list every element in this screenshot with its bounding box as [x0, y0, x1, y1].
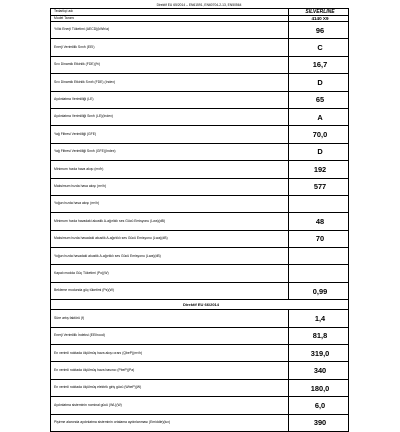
spec-label: Enerji Verimlilik Sınıfı (EEI) [51, 39, 289, 56]
spec-value: 96 [289, 22, 349, 39]
spec-label: Süre artış faktörü (f) [51, 310, 289, 327]
spec-label: Tedarikçi adı [51, 9, 289, 16]
energy-label-sheet [50, 3, 348, 432]
spec-label: Kapalı modda Güç Tüketimi (Po)(W) [51, 265, 289, 282]
spec-row [51, 22, 349, 39]
spec-value: 6,0 [289, 397, 349, 414]
spec-value: 70,0 [289, 126, 349, 143]
section-title: Direktif EU 66/2014 [51, 300, 349, 310]
spec-label: Bekleme modunda güç tüketimi (Ps)(W) [51, 282, 289, 299]
section-row [51, 300, 349, 310]
spec-label: Yağ Filtresi Verimliliği Sınıfı (GFE)(Index) [51, 143, 289, 160]
spec-label: Aydınlatma Verimliliği Sınıfı (LE)(Index) [51, 108, 289, 125]
spec-label: En verimli noktada ölçülmüş hava akışı oranı (QbeP)(m³/h) [51, 345, 289, 362]
spec-value: 319,0 [289, 345, 349, 362]
spec-value: 1,4 [289, 310, 349, 327]
spec-value: 577 [289, 178, 349, 195]
spec-value: C [289, 39, 349, 56]
spec-row [51, 56, 349, 73]
spec-row [51, 161, 349, 178]
spec-label: Minimum hızda hava akışı (m³/h) [51, 161, 289, 178]
spec-value: 16,7 [289, 56, 349, 73]
spec-label: Maksimum hızda havadaki akustik A-ağırlıklı ses Gücü Emisyonu (Lwa)(dB) [51, 230, 289, 247]
spec-label: Yağ Filtresi Verimliliği (GFE) [51, 126, 289, 143]
spec-row [51, 397, 349, 414]
spec-label: Yoğun hızda hava akışı (m³/h) [51, 195, 289, 212]
spec-label: Pişirme alanında aydınlatma sisteminin ortalama aydınlanması (Emiddle)(lux) [51, 414, 289, 431]
spec-row [51, 265, 349, 282]
spec-row [51, 414, 349, 431]
spec-label: En verimli noktada ölçülmüş elektrik giriş gücü (WbeP)(W) [51, 379, 289, 396]
spec-row [51, 91, 349, 108]
spec-value: D [289, 74, 349, 91]
spec-value: 0,99 [289, 282, 349, 299]
spec-row [51, 178, 349, 195]
spec-value: D [289, 143, 349, 160]
spec-value: 65 [289, 91, 349, 108]
spec-label: En verimli noktada ölçülmüş hava basıncı (PbeP)(Pa) [51, 362, 289, 379]
spec-value: A [289, 108, 349, 125]
spec-row [51, 39, 349, 56]
spec-row [51, 327, 349, 344]
spec-value: 390 [289, 414, 349, 431]
spec-label: Minimum hızda havadaki akustik A-ağırlıklı ses Gücü Emisyonu (Lwa)(dB) [51, 213, 289, 230]
spec-value: 192 [289, 161, 349, 178]
spec-row [51, 282, 349, 299]
spec-label: Aydınlatma Verimliliği (LE) [51, 91, 289, 108]
spec-row [51, 126, 349, 143]
spec-label: Yoğun hızda havadaki akustik A-ağırlıklı ses Gücü Emisyonu (Lwa)(dB) [51, 248, 289, 265]
spec-row [51, 74, 349, 91]
spec-label: Sıvı Dinamik Etkinlik Sınıfı (FDE) (Index) [51, 74, 289, 91]
directive-header-note: Direktif EU 65/2014 – EN61591, EN60704-2-13, EN50564 [156, 3, 242, 7]
spec-label: Model Tanımı [51, 16, 289, 22]
spec-value [289, 265, 349, 282]
spec-value: SILVERLINE [289, 9, 349, 16]
spec-row [51, 310, 349, 327]
spec-row [51, 195, 349, 212]
spec-value [289, 195, 349, 212]
spec-row [51, 230, 349, 247]
spec-value: 180,0 [289, 379, 349, 396]
spec-value [289, 248, 349, 265]
spec-row [51, 248, 349, 265]
spec-label: Yıllık Enerji Tüketimi (AECD)(kWh/a) [51, 22, 289, 39]
spec-row [51, 108, 349, 125]
spec-value: 340 [289, 362, 349, 379]
spec-table [50, 8, 349, 432]
spec-label: Aydınlatma sisteminin nominal gücü (WL)(W) [51, 397, 289, 414]
spec-label: Maksimum hızda hava akışı (m³/h) [51, 178, 289, 195]
spec-label: Sıvı Dinamik Etkinlik (FDE)(%) [51, 56, 289, 73]
spec-value: 70 [289, 230, 349, 247]
spec-row [51, 9, 349, 16]
spec-label: Enerji Verimlilik İndeksi (EEIhood) [51, 327, 289, 344]
spec-value: 4140 X9 [289, 16, 349, 22]
spec-row [51, 345, 349, 362]
spec-row [51, 362, 349, 379]
spec-row [51, 379, 349, 396]
spec-row [51, 213, 349, 230]
spec-row [51, 143, 349, 160]
spec-value: 81,8 [289, 327, 349, 344]
spec-value: 48 [289, 213, 349, 230]
